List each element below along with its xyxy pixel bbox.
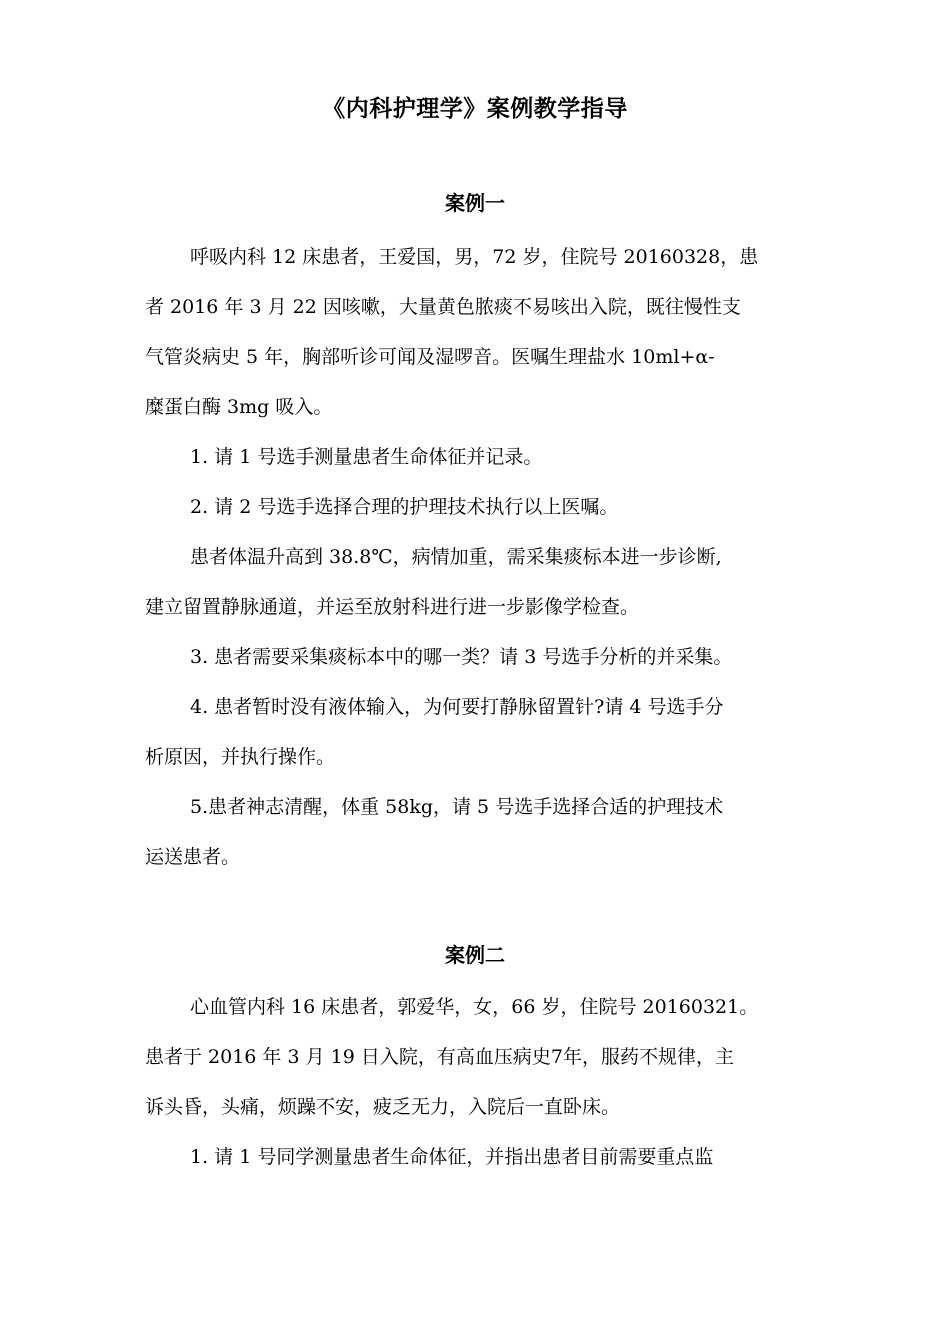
case1-intro-line: 呼吸内科 12 床患者，王爱国，男，72 岁，住院号 20160328，患 <box>190 246 759 268</box>
question-text: 2. 请 2 号选手选择合理的护理技术执行以上医嘱。 <box>190 496 619 518</box>
document-title: 《内科护理学》案例教学指导 <box>322 96 628 122</box>
case1-intro-line: 者 2016 年 3 月 22 因咳嗽，大量黄色脓痰不易咳出入院，既往慢性支 <box>145 296 741 318</box>
case2-intro-line: 诉头昏，头痛，烦躁不安，疲乏无力，入院后一直卧床。 <box>145 1096 621 1118</box>
case1-update-line: 患者体温升高到 38.8℃，病情加重，需采集痰标本进一步诊断, <box>190 546 722 568</box>
case1-question-2 <box>145 482 807 532</box>
case1-update <box>145 532 807 632</box>
question-text: 析原因，并执行操作。 <box>145 746 336 768</box>
case1-question-3 <box>145 632 807 682</box>
case1-question-5 <box>145 782 807 882</box>
case2-intro <box>145 982 807 1132</box>
case1-question-4 <box>145 682 807 782</box>
question-text: 1. 请 1 号同学测量患者生命体征，并指出患者目前需要重点监 <box>190 1146 714 1168</box>
question-text: 5.患者神志清醒，体重 58kg，请 5 号选手选择合适的护理技术 <box>190 796 724 818</box>
case2-heading: 案例二 <box>445 943 505 967</box>
case1-intro-line: 糜蛋白酶 3mg 吸入。 <box>145 396 333 418</box>
question-text: 1. 请 1 号选手测量患者生命体征并记录。 <box>190 446 543 468</box>
question-text: 运送患者。 <box>145 846 241 868</box>
case1-intro <box>145 232 807 432</box>
case1-intro-line: 气管炎病史 5 年，胸部听诊可闻及湿啰音。医嘱生理盐水 10ml+α- <box>145 346 715 368</box>
case2-intro-line: 心血管内科 16 床患者，郭爱华，女，66 岁，住院号 20160321。 <box>190 996 759 1018</box>
case1-update-line: 建立留置静脉通道，并运至放射科进行进一步影像学检查。 <box>145 596 640 618</box>
question-text: 4. 患者暂时没有液体输入，为何要打静脉留置针?请 4 号选手分 <box>190 696 724 718</box>
case2-question-1 <box>145 1132 807 1182</box>
case1-heading: 案例一 <box>445 191 505 215</box>
question-text: 3. 患者需要采集痰标本中的哪一类？请 3 号选手分析的并采集。 <box>190 646 733 668</box>
case1-question-1 <box>145 432 807 482</box>
case2-intro-line: 患者于 2016 年 3 月 19 日入院，有高血压病史7年，服药不规律，主 <box>145 1046 734 1068</box>
